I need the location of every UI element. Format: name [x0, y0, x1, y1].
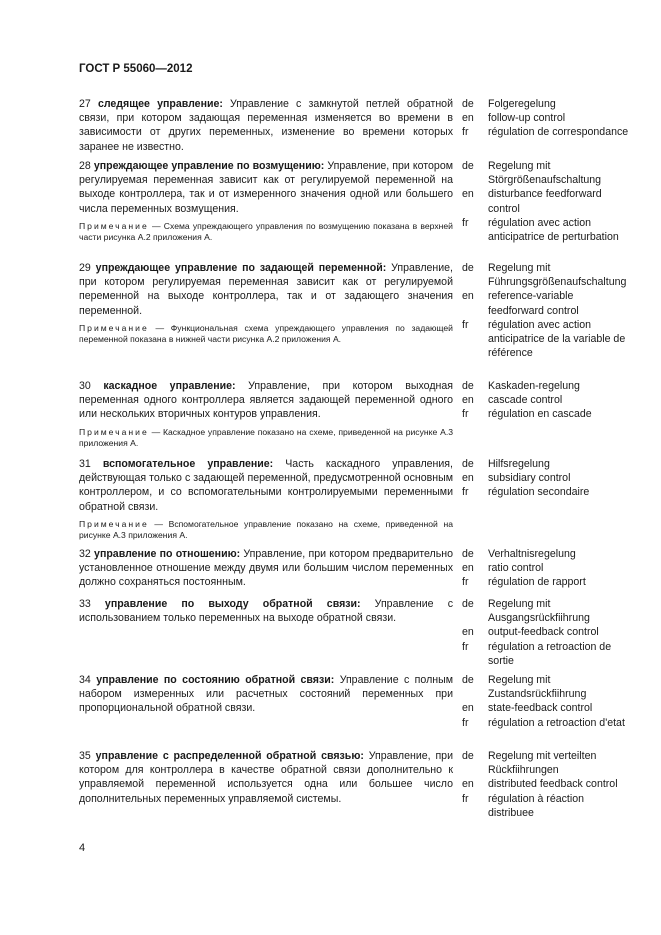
translation-de: de Regelung mit Störgrößenaufschaltung	[462, 160, 602, 187]
term-definition	[79, 597, 453, 625]
translation-en: en output-feedback control	[462, 626, 599, 639]
note-label: Примечание	[79, 220, 149, 231]
translation-en: en state-feedback control	[462, 702, 593, 715]
term-entry-30	[79, 379, 453, 450]
lang-code-fr: fr	[462, 576, 469, 589]
term-name: каскадное управление:	[103, 380, 236, 392]
lang-code-en: en	[462, 778, 474, 791]
lang-code-de: de	[462, 598, 474, 610]
translation-fr: fr régulation avec action anticipatrice de la variable de référence	[462, 318, 626, 360]
term-entry-28	[79, 159, 453, 244]
note	[79, 427, 453, 450]
lang-code-de: de	[462, 262, 474, 274]
term-number: 27	[79, 98, 91, 110]
definition-text: Управление, при котором для контроллера в качестве обратной связи дополнительно к управляемой переменной используется одна или большее число дополнительных переменных управляемой системы.	[79, 750, 453, 805]
translation-de: de Folgeregelung	[462, 98, 556, 110]
lang-code-fr: fr	[462, 408, 469, 421]
term-definition	[79, 379, 453, 422]
definition-text: Управление, при котором предварительно установленное отношение между двумя или большим числом переменных должно сохраняться постоянным.	[79, 548, 453, 589]
translation-de: de Regelung mit verteilten Rückfiihrungen	[462, 750, 597, 777]
translation-fr: fr régulation de correspondance	[462, 126, 629, 139]
note-label: Примечание	[79, 426, 149, 437]
lang-code-de: de	[462, 98, 474, 110]
term-number: 33	[79, 598, 91, 610]
translations-30	[462, 379, 632, 422]
definition-text: Управление с замкнутой петлей обратной связи, при котором задающая переменная изменяется во времени в зависимости от других переменных, изменение во времени которых заранее не известно.	[79, 98, 453, 153]
translation-de: de Kaskaden-regelung	[462, 380, 580, 392]
note-text: — Функциональная схема упреждающего управления по задающей переменной показана в нижней части рисунка А.2 приложения А.	[79, 322, 453, 345]
translation-fr: fr régulation a retroaction d'etat	[462, 716, 625, 729]
term-definition	[79, 673, 453, 716]
term-number: 31	[79, 458, 91, 470]
translation-de: de Verhaltnisregelung	[462, 548, 576, 560]
translation-en: en distributed feedback control	[462, 778, 618, 791]
lang-code-fr: fr	[462, 716, 469, 729]
translation-en: en ratio control	[462, 562, 544, 575]
note-text: — Схема упреждающего управления по возмущению показана в верхней части рисунка А.2 приложения А.	[79, 220, 453, 243]
term-definition	[79, 749, 453, 806]
translation-de: de Regelung mit Ausgangsrückfiihrung	[462, 598, 590, 625]
translation-en: en disturbance feedforward control	[462, 188, 602, 215]
definition-text: Управление, при котором выходная переменная одного контроллера является задающей переменной одного или нескольких вторичных контуров управления.	[79, 380, 453, 421]
translation-fr: fr régulation secondaire	[462, 486, 590, 499]
lang-code-fr: fr	[462, 216, 469, 229]
term-entry-34	[79, 673, 453, 716]
term-definition	[79, 457, 453, 514]
lang-code-en: en	[462, 394, 474, 407]
lang-code-de: de	[462, 458, 474, 470]
translation-en: en reference-variable feedforward control	[462, 290, 579, 317]
definition-text: Управление с использованием только переменных на выходе обратной связи.	[79, 598, 453, 625]
note-label: Примечание	[79, 518, 149, 529]
translation-fr: fr régulation en cascade	[462, 408, 592, 421]
lang-code-fr: fr	[462, 640, 469, 653]
term-entry-27	[79, 97, 453, 154]
term-name: управление по отношению:	[94, 548, 241, 560]
lang-code-de: de	[462, 548, 474, 560]
lang-code-en: en	[462, 188, 474, 201]
term-name: упреждающее управление по задающей переменной:	[95, 262, 387, 274]
note	[79, 519, 453, 542]
term-number: 32	[79, 548, 91, 560]
translation-en: en follow-up control	[462, 112, 566, 125]
lang-code-en: en	[462, 112, 474, 125]
translation-de: de Hilfsregelung	[462, 458, 550, 470]
standard-designation: ГОСТ Р 55060—2012	[79, 63, 193, 75]
lang-code-en: en	[462, 290, 474, 303]
definition-text: Часть каскадного управления, действующая только с задающей переменной, предусмотренной основным контроллером, и со вспомогательными контролируемыми переменными обратной связи.	[79, 458, 453, 513]
term-number: 34	[79, 674, 91, 686]
term-definition	[79, 159, 453, 216]
translation-en: en subsidiary control	[462, 472, 571, 485]
translation-de: de Regelung mit Führungsgrößenaufschaltung	[462, 262, 627, 289]
translations-31	[462, 457, 632, 500]
translations-29	[462, 261, 632, 360]
term-entry-29	[79, 261, 453, 346]
lang-code-fr: fr	[462, 792, 469, 805]
term-entry-33	[79, 597, 453, 625]
definition-text: Управление с полным набором измеренных или расчетных состояний переменных при пропорциональной обратной связи.	[79, 674, 453, 715]
note-text: — Вспомогательное управление показано на схеме, приведенной на рисунке А.3 приложения А.	[79, 518, 453, 541]
translation-fr: fr régulation a retroaction de sortie	[462, 640, 612, 667]
term-definition	[79, 547, 453, 590]
translations-28	[462, 159, 632, 244]
lang-code-en: en	[462, 626, 474, 639]
translations-35	[462, 749, 632, 820]
lang-code-de: de	[462, 380, 474, 392]
term-number: 28	[79, 160, 91, 172]
lang-code-en: en	[462, 472, 474, 485]
note	[79, 323, 453, 346]
term-name: управление по выходу обратной связи:	[104, 598, 361, 610]
term-name: управление с распределенной обратной связью:	[95, 750, 364, 762]
lang-code-fr: fr	[462, 126, 469, 139]
note	[79, 221, 453, 244]
note-label: Примечание	[79, 322, 149, 333]
translation-fr: fr régulation de rapport	[462, 576, 586, 589]
definition-text: Управление, при котором регулируемая переменная зависит как от регулируемой переменной на выходе контроллера, так и от задающего значения переменной.	[79, 262, 453, 317]
translations-34	[462, 673, 632, 730]
translation-en: en cascade control	[462, 394, 563, 407]
lang-code-fr: fr	[462, 318, 469, 331]
translations-33	[462, 597, 632, 668]
translations-32	[462, 547, 632, 590]
term-number: 29	[79, 262, 91, 274]
lang-code-de: de	[462, 750, 474, 762]
term-entry-31	[79, 457, 453, 542]
definition-text: Управление, при котором регулируемая переменная зависит как от регулируемой переменной на выходе контроллера, так и от измеренного значения одной или большего числа переменных возмущения.	[79, 160, 453, 215]
lang-code-fr: fr	[462, 486, 469, 499]
term-name: следящее управление:	[97, 98, 223, 110]
term-entry-35	[79, 749, 453, 806]
term-name: упреждающее управление по возмущению:	[93, 160, 325, 172]
term-definition	[79, 261, 453, 318]
lang-code-de: de	[462, 160, 474, 172]
term-name: управление по состоянию обратной связи:	[96, 674, 335, 686]
translation-fr: fr régulation avec action anticipatrice de perturbation	[462, 216, 619, 244]
lang-code-de: de	[462, 674, 474, 686]
translation-fr: fr régulation à réaction distribuee	[462, 792, 584, 819]
term-name: вспомогательное управление:	[102, 458, 274, 470]
lang-code-en: en	[462, 562, 474, 575]
translation-de: de Regelung mit Zustandsrückfiihrung	[462, 674, 587, 701]
page-number: 4	[79, 842, 86, 854]
term-number: 35	[79, 750, 91, 762]
term-definition	[79, 97, 453, 154]
lang-code-en: en	[462, 702, 474, 715]
translations-27	[462, 97, 632, 140]
term-entry-32	[79, 547, 453, 590]
note-text: — Каскадное управление показано на схеме, приведенной на рисунке А.3 приложения А.	[79, 426, 453, 449]
term-number: 30	[79, 380, 91, 392]
